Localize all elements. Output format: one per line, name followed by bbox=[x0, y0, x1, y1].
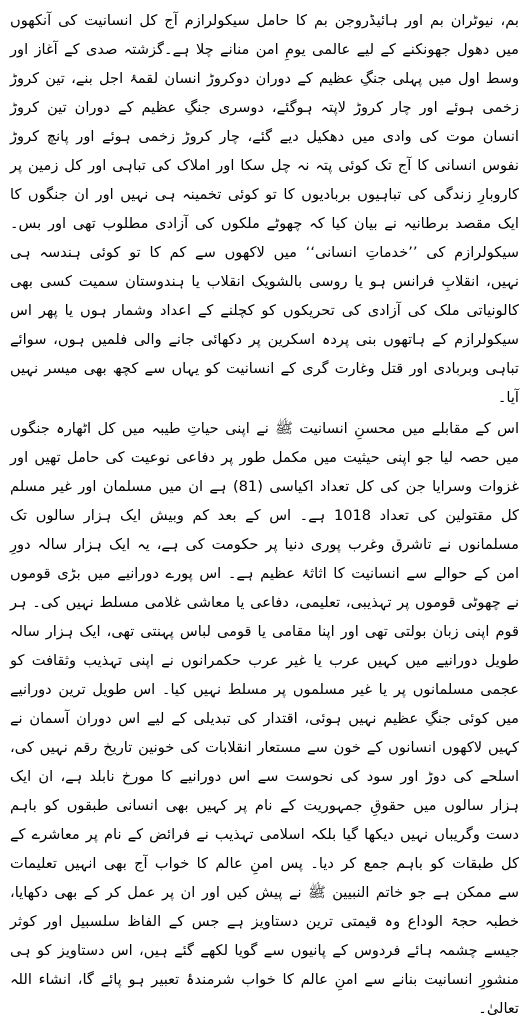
paragraph-prophet-peace: اس کے مقابلے میں محسنِ انسانیت ﷺ نے اپنی حیاتِ طیبہ میں کل اٹھارہ جنگوں میں حصہ لیا جو اپنی حیثیت میں مکمل طور پر دفاعی نوعیت کی حامل تھیں اور غزوات وسرایا جن کی کل تعداد اکیاسی (81) ہے ان میں مسلمان اور غیر مسلم کل مقتولین کی تعداد 1018 ہے۔ اس کے بعد کم وبیش ایک ہزار سالوں تک مسلمانوں نے تاشرق وغرب پوری دنیا پر حکومت کی ہے، یہ ایک ہزار سالہ دورِ امن کے حوالے سے انسانیت کا اثاثۂ عظیم ہے۔ اس پورے دورانیے میں بڑی قوموں نے چھوٹی قوموں پر تہذیبی، تعلیمی، دفاعی یا معاشی غلامی مسلط نہیں کی۔ ہر قوم اپنی زبان بولتی تھی اور اپنا مقامی یا قومی لباس پہنتی تھی، ایک ہزار سالہ طویل دورانیے میں کہیں عرب یا غیر عرب حکمرانوں نے اپنی تہذیب وثقافت کو عجمی مسلمانوں پر یا غیر مسلموں پر مسلط نہیں کیا۔ اس طویل ترین دورانیے میں کوئی جنگِ عظیم نہیں ہوئی، اقتدار کی تبدیلی کے لیے اس دوران آسمان نے کہیں لاکھوں انسانوں کے خون سے مستعار انقلابات کی خونین تاریخ رقم نہیں کی، اسلحے کی دوڑ اور سود کی نحوست سے اس دورانیے کا مورخ نابلد ہے، ان ایک ہزار سالوں میں حقوقِ جمہوریت کے نام پر کہیں بھی انسانی طبقوں کو باہم دست وگریباں نہیں دیکھا گیا بلکہ اسلامی تہذیب نے فرائض کے نام پر معاشرے کے کل طبقات کو باہم جمع کر دیا۔ پس امنِ عالم کا خواب آج بھی انہیں تعلیمات سے ممکن ہے جو خاتم النبیین ﷺ نے پیش کیں اور ان پر عمل کر کے بھی دکھایا، خطبہ حجۃ الوداع وہ قیمتی ترین دستاویز ہے جس کے الفاظ سلسبیل اور کوثر جیسے چشمہ ہائے فردوس کے پانیوں سے گویا لکھے گئے ہیں، اس دستاویز کو ہی منشورِ انسانیت بنانے سے امنِ عالم کا خواب شرمندۂ تعبیر ہو پائے گا، انشاء اللہ تعالیٰ۔ bbox=[10, 420, 519, 1017]
paragraph-secular-wars: بم، نیوٹران بم اور ہائیڈروجن بم کا حامل سیکولرازم آج کل انسانیت کی آنکھوں میں دھول جھونکنے کے لیے عالمی یومِ امن منانے چلا ہے۔گزشتہ صدی کے آغاز اور وسط اول میں پہلی جنگِ عظیم کے دوران دوکروڑ انسان لقمۂ اجل بنے، تین کروڑ زخمی ہوئے اور چار کروڑ لاپتہ ہوگئے، دوسری جنگِ عظیم کے دوران تین کروڑ انسان موت کی وادی میں دھکیل دیے گئے، چار کروڑ زخمی ہوئے اور پانچ کروڑ نفوس انسانی کا آج تک کوئی پتہ نہ چل سکا اور املاک کی تباہی اور کل زمین پر کاروبارِ زندگی کی تباہیوں بربادیوں کا تو کوئی تخمینہ ہی نہیں اور ان جنگوں کا ایک مقصد برطانیہ نے بیان کیا کہ چھوٹے ملکوں کی آزادی مطلوب تھی اور بس۔سیکولرازم کی ’’خدماتِ انسانی‘‘ میں لاکھوں سے کم کا تو کوئی ہندسہ ہی نہیں، انقلابِ فرانس ہو یا روسی بالشویک انقلاب یا ہندوستان سمیت کسی بھی کالونیاتی ملک کی آزادی کی تحریکوں کو کچلنے کے اعداد وشمار ہوں یا پھر اس سیکولرازم کے ہاتھوں بنی پردہ اسکرین پر دکھائی جانے والی فلمیں ہوں، سوائے تباہی وبربادی اور قتل وغارت گری کے انسانیت کو یہاں سے کچھ بھی میسر نہیں آیا۔ bbox=[10, 12, 519, 406]
